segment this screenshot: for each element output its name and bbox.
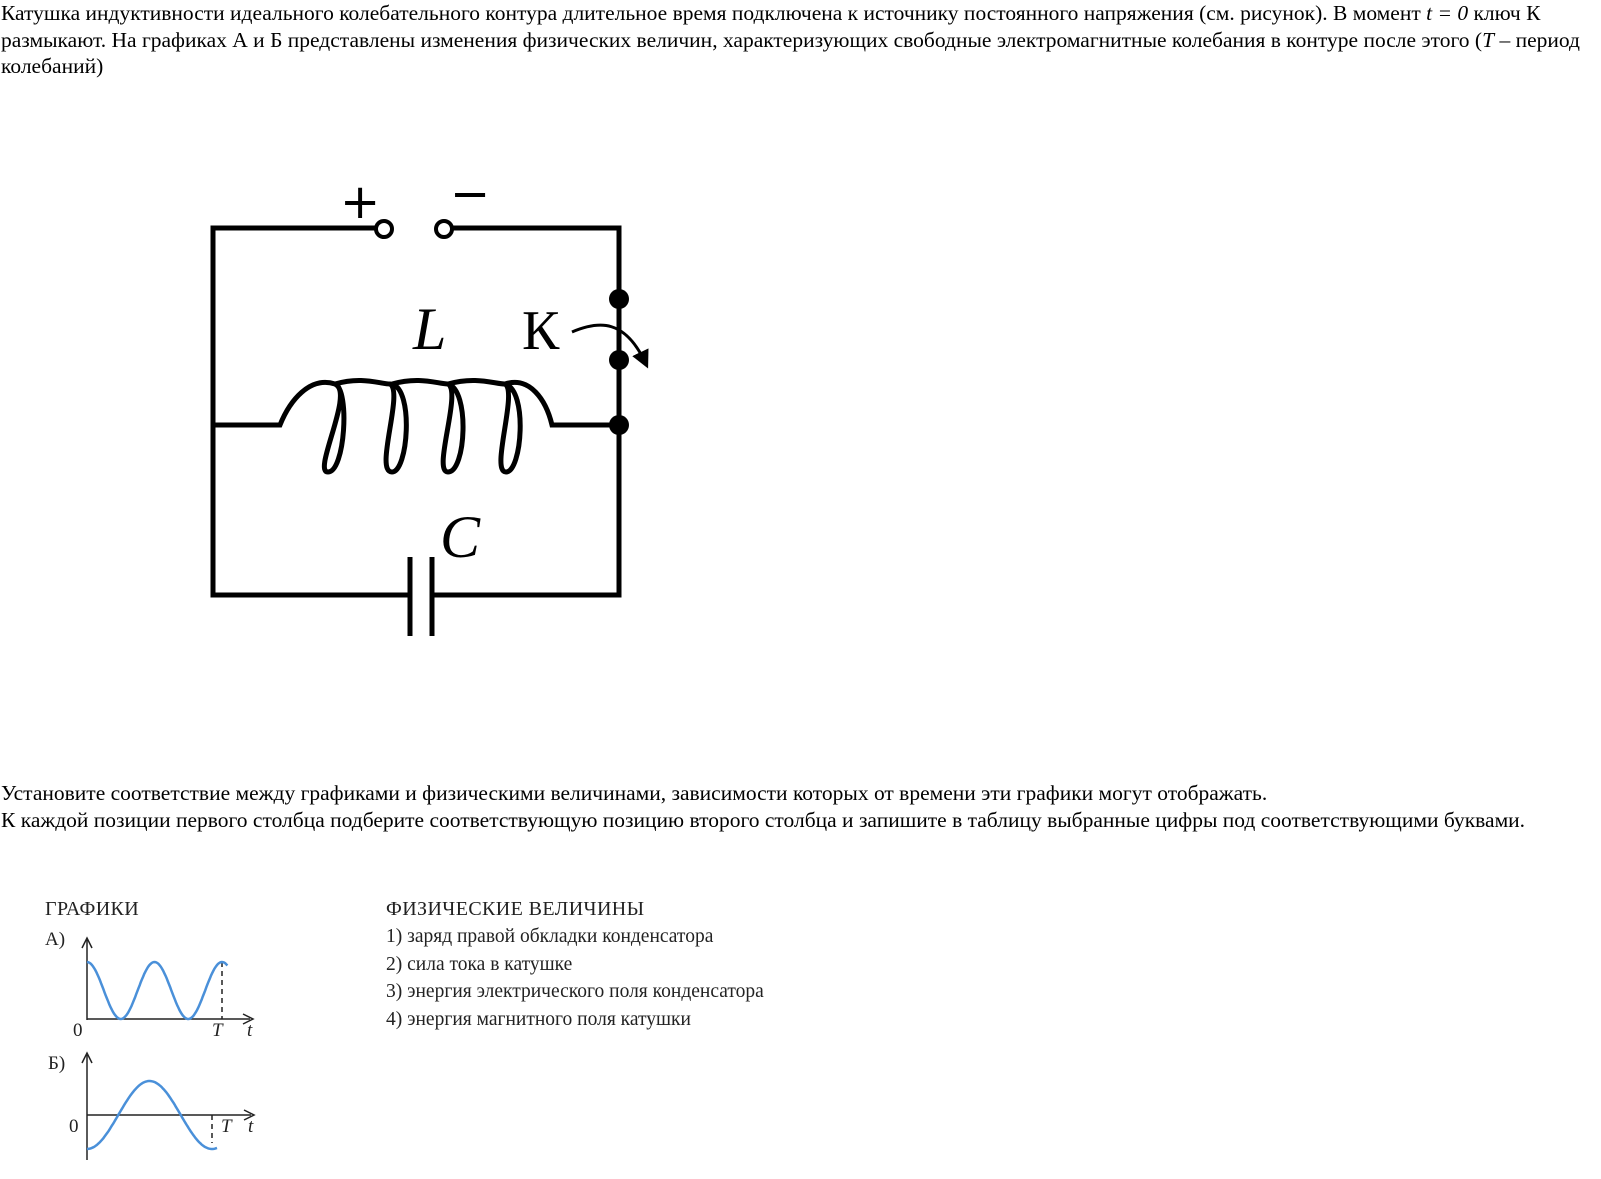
math-period-T: T: [1482, 27, 1495, 52]
graph-b-origin: 0: [69, 1116, 79, 1137]
switch-contact-top: [609, 289, 629, 309]
graph-a: [82, 938, 253, 1024]
plus-label: +: [340, 174, 381, 230]
capacitor-label: C: [440, 504, 481, 570]
wire-left: [213, 228, 410, 595]
option-2: 2) сила тока в катушке: [386, 953, 573, 975]
graphs-header: ГРАФИКИ: [45, 898, 140, 920]
terminal-minus: [436, 221, 452, 237]
switch-arrow: [572, 325, 645, 362]
option-4: 4) энергия магнитного поля катушки: [386, 1008, 691, 1030]
intro-text-2: ключ К размыкают. На графиках А и Б представлены изменения физических величин, характеризующих свободные электромагнитные колебания в контуре после этого (: [1, 1, 1541, 52]
graph-b-period-label: T: [221, 1116, 232, 1137]
graph-a-origin: 0: [73, 1020, 83, 1041]
task-line-2: К каждой позиции первого столбца подберите соответствующую позицию второго столбца и запишите в таблицу выбранные цифры под соответствующими буквами.: [1, 807, 1526, 832]
inductor-coil: [213, 380, 619, 472]
quantities-header: ФИЗИЧЕСКИЕ ВЕЛИЧИНЫ: [386, 898, 645, 920]
graph-b-t-axis-label: t: [248, 1116, 254, 1137]
switch-label: К: [522, 300, 560, 362]
graph-a-curve: [87, 962, 227, 1019]
graph-b: [82, 1053, 254, 1160]
intro-text-3: – период колебаний): [1, 27, 1580, 78]
option-1: 1) заряд правой обкладки конденсатора: [386, 926, 714, 947]
graph-a-label: А): [45, 929, 66, 950]
graph-b-label: Б): [48, 1053, 66, 1074]
inductor-label: L: [413, 296, 447, 362]
quantities-list: [386, 923, 764, 1033]
task-statement: [1, 780, 1599, 833]
task-line-1: Установите соответствие между графиками и физическими величинами, зависимости которых от времени эти графики могут отображать.: [1, 781, 1268, 805]
graph-a-period-label: T: [212, 1020, 223, 1041]
intro-text-1: Катушка индуктивности идеального колебательного контура длительное время подключена к источнику постоянного напряжения (см. рисунок). В момент: [1, 1, 1427, 25]
junction-dot: [609, 415, 629, 435]
math-t-equals-zero: t = 0: [1426, 1, 1469, 25]
option-3: 3) энергия электрического поля конденсатора: [386, 981, 764, 1002]
switch-contact-bottom: [609, 350, 629, 370]
minus-label: −: [450, 166, 491, 222]
graph-a-t-axis-label: t: [247, 1020, 253, 1041]
